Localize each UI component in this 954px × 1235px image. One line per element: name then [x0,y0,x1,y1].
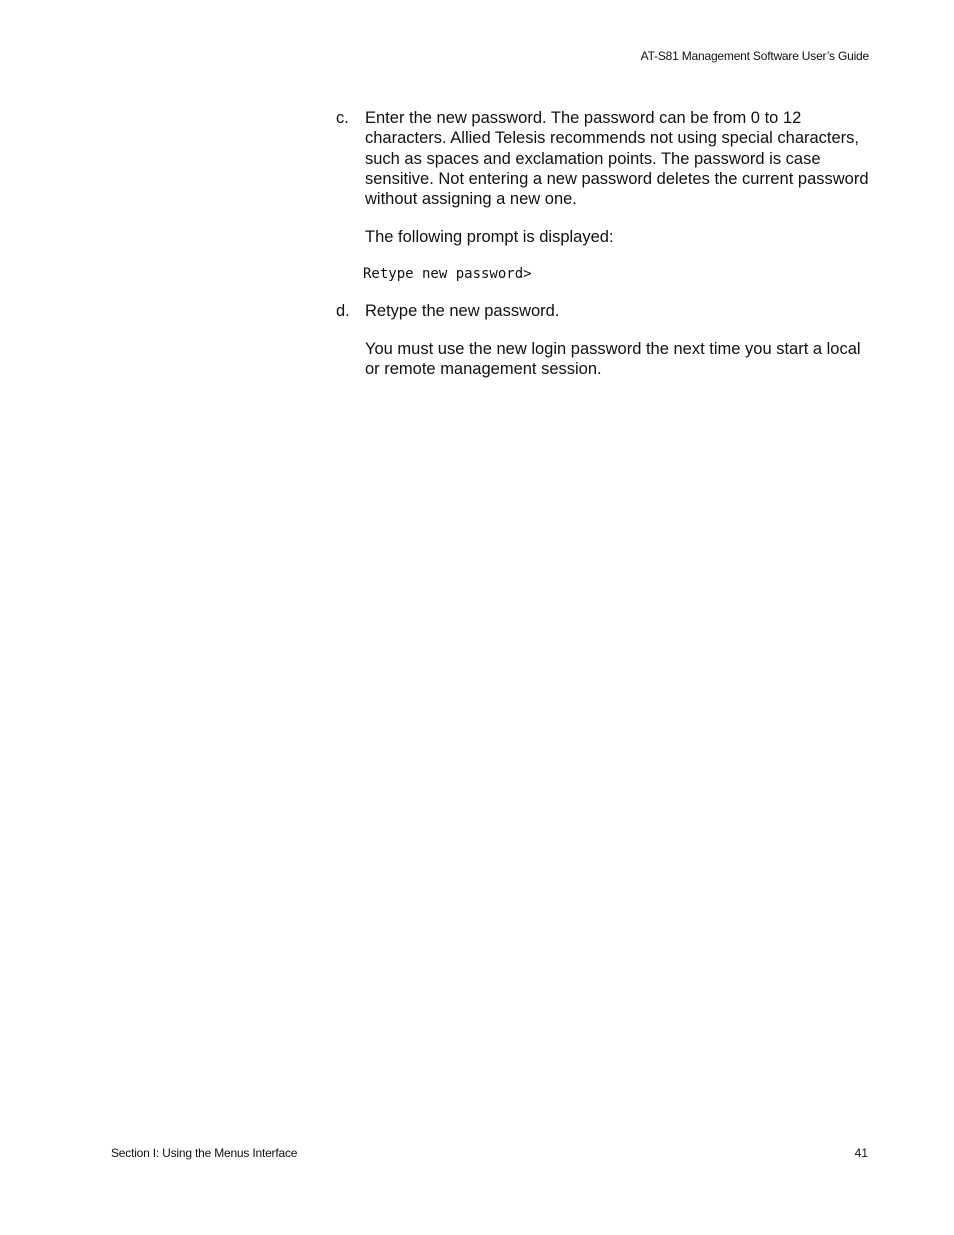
step-marker: d. [336,301,350,320]
step-c-instruction: Enter the new password. The password can be from 0 to 12 characters. Allied Telesis recommends not using special characters, such as spaces and exclamation points. The password is case sensitive. Not entering a new password deletes the current password without assigning a new one. [365,109,869,209]
page-number: 41 [854,1146,868,1160]
step-marker: c. [336,109,349,127]
step-c-prompt-note: The following prompt is displayed: [365,228,614,247]
main-content [336,108,876,380]
step-d-note: You must use the new login password the next time you start a local or remote management session. [365,340,861,379]
prompt-code-sample: Retype new password> [363,265,532,282]
footer-section-title: Section I: Using the Menus Interface [111,1146,298,1160]
step-c [336,108,876,283]
step-d [336,301,876,380]
running-header: AT-S81 Management Software User’s Guide [640,49,869,63]
step-d-instruction: Retype the new password. [365,301,560,320]
